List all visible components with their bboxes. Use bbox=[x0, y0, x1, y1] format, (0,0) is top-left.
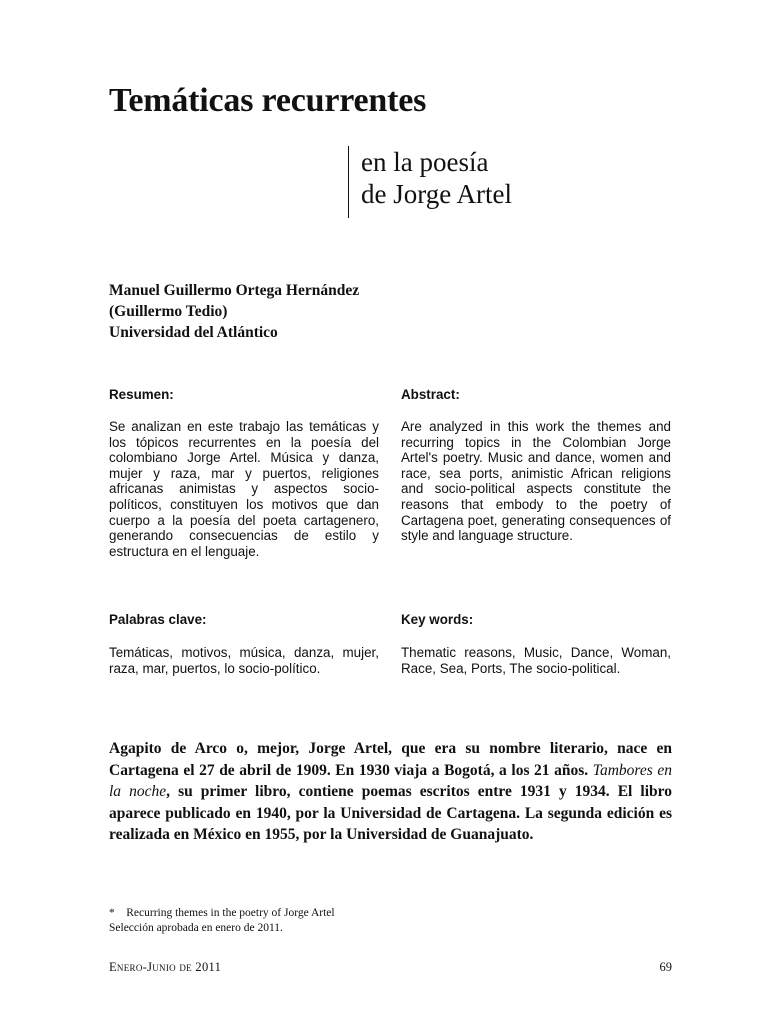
subtitle-line-2: de Jorge Artel bbox=[361, 179, 512, 209]
palabras-clave-text: Temáticas, motivos, música, danza, mujer, raza, mar, puertos, lo socio-político. bbox=[109, 645, 379, 676]
abstract-heading: Abstract: bbox=[401, 387, 460, 402]
body-text-part-1: Agapito de Arco o, mejor, Jorge Artel, que era su nombre literario, nace en Cartagena el 27 de abril de 1909. En 1930 viaja a Bogotá, a los 21 años. bbox=[109, 740, 672, 779]
author-affiliation: Universidad del Atlántico bbox=[109, 324, 278, 341]
author-pseudonym: (Guillermo Tedio) bbox=[109, 303, 228, 320]
palabras-clave-heading: Palabras clave: bbox=[109, 612, 207, 627]
resumen-heading: Resumen: bbox=[109, 387, 174, 402]
body-paragraph bbox=[109, 738, 672, 846]
body-text-part-2: , su primer libro, contiene poemas escritos entre 1931 y 1934. El libro aparece publicado en 1940, por la Universidad de Cartagena. La segunda edición es realizada en México en 1955, por la Universidad de Guanajuato. bbox=[109, 783, 672, 843]
subtitle-line-1: en la poesía bbox=[361, 147, 489, 177]
article-subtitle bbox=[348, 146, 512, 218]
author-name: Manuel Guillermo Ortega Hernández bbox=[109, 282, 360, 299]
author-block bbox=[109, 280, 359, 343]
footnote-line-1: * Recurring themes in the poetry of Jorge Artel bbox=[109, 907, 335, 919]
abstract-text: Are analyzed in this work the themes and recurring topics in the Colombian Jorge Artel's poetry. Music and dance, women and race, sea ports, animistic African religions and socio-political aspects constitute the reasons that embody to the poetry of Cartagena poet, generating consequences of style and language structure. bbox=[401, 419, 671, 544]
key-words-text: Thematic reasons, Music, Dance, Woman, Race, Sea, Ports, The socio-political. bbox=[401, 645, 671, 676]
article-title: Temáticas recurrentes bbox=[109, 82, 427, 119]
footnote bbox=[109, 906, 335, 935]
footnote-line-2: Selección aprobada en enero de 2011. bbox=[109, 921, 283, 934]
page-number: 69 bbox=[659, 960, 672, 974]
resumen-text: Se analizan en este trabajo las temáticas y los tópicos recurrentes en la poesía del colombiano Jorge Artel. Música y danza, mujer y raza, mar y puertos, religiones africanas animistas y aspectos socio-políticos, constituyen los motivos que dan cuerpo a la poesía del poeta cartagenero, generando consecuencias de estilo y estructura en el lenguaje. bbox=[109, 419, 379, 559]
book-title: Tambores en la noche bbox=[109, 761, 673, 800]
footer-issue: Enero-Junio de 2011 bbox=[109, 960, 222, 974]
key-words-heading: Key words: bbox=[401, 612, 474, 627]
